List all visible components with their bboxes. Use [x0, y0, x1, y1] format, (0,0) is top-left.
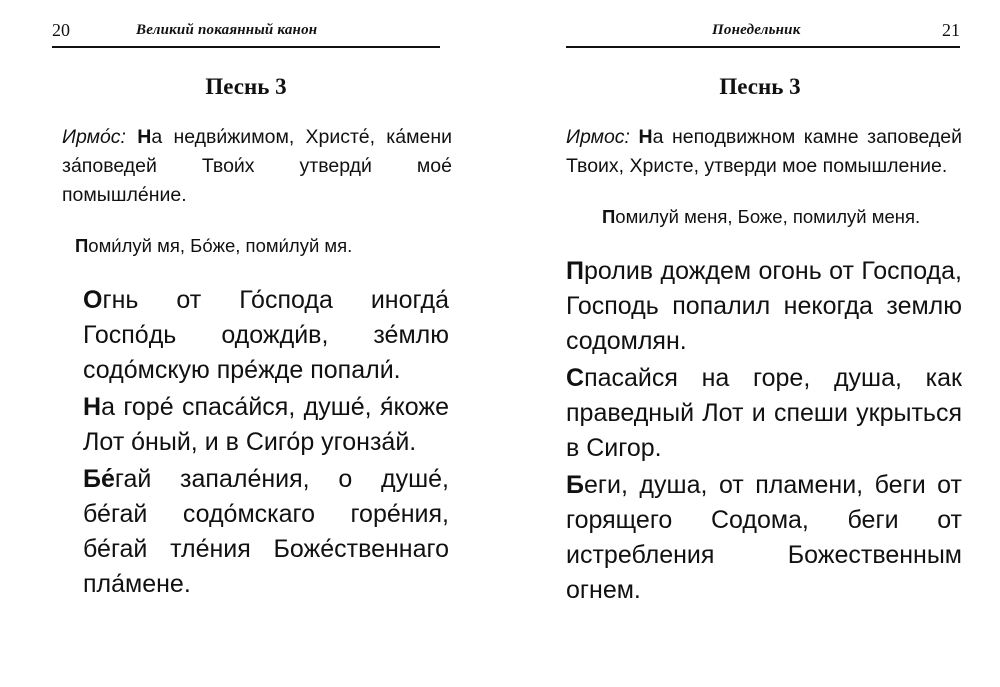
left-verse-2-initial: Н [83, 393, 102, 421]
left-irmos-label: Ирмо́с: [62, 126, 126, 148]
right-verse-1 [566, 254, 962, 359]
left-refrain-text: оми́луй мя, Бо́же, поми́луй мя. [88, 235, 353, 256]
left-verses [80, 283, 452, 602]
left-song-title: Песнь 3 [205, 74, 287, 99]
right-verse-1-initial: П [566, 257, 584, 285]
right-verse-3-initial: Б [566, 471, 584, 499]
right-refrain-text: омилуй меня, Боже, помилуй меня. [615, 206, 921, 227]
right-page [500, 0, 1000, 687]
right-page-number: 21 [942, 20, 960, 40]
right-verse-2 [566, 361, 962, 466]
right-verse-3-text: еги, душа, от пламени, беги от горящего Содома, беги от истребления Божественным огнем. [566, 471, 962, 604]
left-refrain [75, 232, 452, 260]
left-verse-1-text: гнь от Го́спода иногда́ Госпо́дь одожди́в, зе́млю содо́мскую пре́жде попали́. [83, 286, 449, 384]
left-running-title: Великий покаянный канон [136, 22, 318, 38]
left-verse-1 [83, 283, 449, 388]
right-verse-2-text: пасайся на горе, душа, как праведный Лот и спеши укрыться в Сигор. [566, 364, 962, 462]
left-verse-1-initial: О [83, 286, 103, 314]
left-verse-3-initial: Бе́ [83, 465, 115, 493]
left-verse-3 [83, 462, 449, 602]
left-running-header [52, 18, 440, 48]
right-verse-2-initial: С [566, 364, 585, 392]
right-verse-3 [566, 468, 962, 608]
right-irmos-text: а неподвижном камне заповедей Твоих, Христе, утверди мое помышление. [566, 126, 962, 177]
right-refrain [602, 203, 962, 231]
right-irmos [566, 123, 962, 181]
left-irmos-initial: Н [137, 126, 152, 148]
left-page-content [62, 72, 452, 602]
left-verse-2-text: а горе́ спаса́йся, душе́, я́коже Лот о́ный, и в Сиго́р угонза́й. [83, 393, 449, 456]
right-running-title: Понедельник [712, 22, 801, 38]
right-verses [566, 254, 962, 608]
right-running-header [566, 18, 960, 48]
right-irmos-initial: Н [638, 126, 653, 148]
left-irmos-text: а недви́жимом, Христе́, ка́мени за́поведей Твои́х утверди́ мое́ помышле́ние. [62, 126, 452, 206]
left-page-number: 20 [52, 20, 70, 40]
right-verse-1-text: ролив дождем огонь от Господа, Господь попалил некогда землю содомлян. [566, 257, 962, 355]
left-irmos [62, 123, 452, 210]
left-refrain-initial: П [75, 235, 89, 256]
left-verse-3-text: гай запале́ния, о душе́, бе́гай содо́мскаго горе́ния, бе́гай тле́ния Боже́ственнаго пла́мене. [83, 465, 449, 598]
right-irmos-label: Ирмос: [566, 126, 630, 148]
right-page-content [566, 72, 962, 608]
left-verse-2 [83, 390, 449, 460]
right-refrain-initial: П [602, 206, 616, 227]
right-song-title: Песнь 3 [719, 74, 801, 99]
